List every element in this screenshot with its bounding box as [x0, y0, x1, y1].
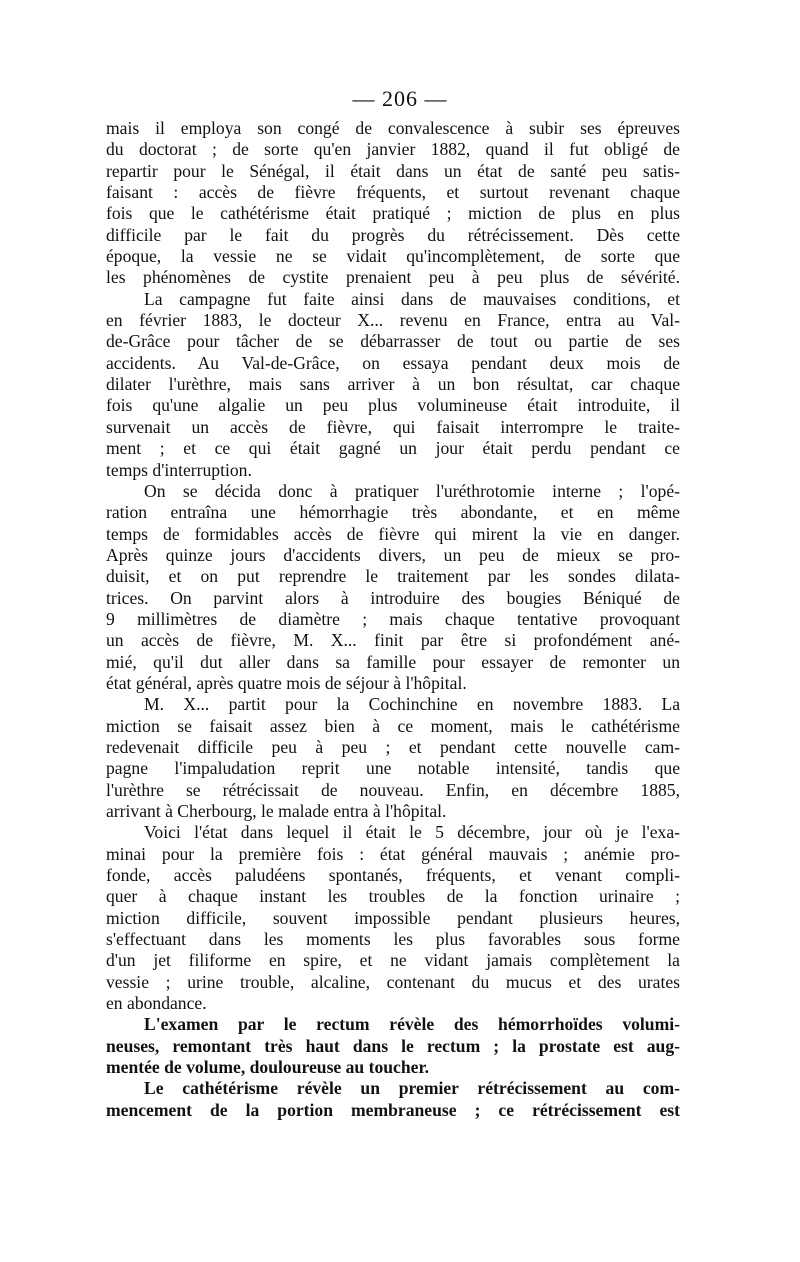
text-line: un accès de fièvre, M. X... finit par être si profondément ané-	[106, 630, 680, 651]
text-line: de-Grâce pour tâcher de se débarrasser de tout ou partie de ses	[106, 331, 680, 352]
text-line: mencement de la portion membraneuse ; ce rétrécissement est	[106, 1099, 680, 1120]
text-line: pagne l'impaludation reprit une notable intensité, tandis que	[106, 758, 680, 779]
text-line: état général, après quatre mois de séjour à l'hôpital.	[106, 672, 467, 693]
text-line: s'effectuant dans les moments les plus favorables sous forme	[106, 929, 680, 950]
text-line: La campagne fut faite ainsi dans de mauvaises conditions, et	[144, 288, 680, 309]
text-line: difficile par le fait du progrès du rétrécissement. Dès cette	[106, 224, 680, 245]
text-line: ration entraîna une hémorrhagie très abondante, et en même	[106, 502, 680, 523]
text-line: On se décida donc à pratiquer l'uréthrotomie interne ; l'opé-	[144, 480, 680, 501]
text-line: en abondance.	[106, 993, 207, 1014]
text-line: l'urèthre se rétrécissait de nouveau. Enfin, en décembre 1885,	[106, 779, 680, 800]
text-line: du doctorat ; de sorte qu'en janvier 1882, quand il fut obligé de	[106, 139, 680, 160]
text-line: fois qu'une algalie un peu plus volumineuse était introduite, il	[106, 395, 680, 416]
paragraph	[106, 118, 680, 289]
text-line: fonde, accès paludéens spontanés, fréquents, et venant compli-	[106, 865, 680, 886]
text-line: miction se faisait assez bien à ce moment, mais le cathétérisme	[106, 715, 680, 736]
paragraph	[106, 1014, 680, 1078]
text-line: Après quinze jours d'accidents divers, un peu de mieux se pro-	[106, 544, 680, 565]
paragraph	[106, 481, 680, 694]
page-number: — 206 —	[352, 86, 448, 111]
text-line: les phénomènes de cystite prenaient peu à peu plus de sévérité.	[106, 267, 680, 288]
text-line: quer à chaque instant les troubles de la fonction urinaire ;	[106, 886, 680, 907]
text-line: minai pour la première fois : état général mauvais ; anémie pro-	[106, 843, 680, 864]
text-line: survenait un accès de fièvre, qui faisait interrompre le traite-	[106, 416, 680, 437]
text-line: arrivant à Cherbourg, le malade entra à l'hôpital.	[106, 801, 447, 821]
text-line: mié, qu'il dut aller dans sa famille pour essayer de remonter un	[106, 651, 680, 672]
text-line: neuses, remontant très haut dans le rectum ; la prostate est aug-	[106, 1035, 680, 1056]
text-line: ment ; et ce qui était gagné un jour était perdu pendant ce	[106, 438, 680, 459]
text-line: L'examen par le rectum révèle des hémorrhoïdes volumi-	[144, 1014, 680, 1035]
text-line: époque, la vessie ne se vidait qu'incomplètement, de sorte que	[106, 246, 680, 267]
paragraph	[106, 289, 680, 481]
text-line: Voici l'état dans lequel il était le 5 décembre, jour où je l'exa-	[144, 822, 680, 843]
text-line: trices. On parvint alors à introduire des bougies Béniqué de	[106, 587, 680, 608]
text-line: mentée de volume, douloureuse au toucher.	[106, 1057, 430, 1078]
paragraph	[106, 822, 680, 1014]
text-line: duisit, et on put reprendre le traitement par les sondes dilata-	[106, 566, 680, 587]
text-line: redevenait difficile peu à peu ; et pendant cette nouvelle cam-	[106, 736, 680, 757]
text-line: mais il employa son congé de convalescence à subir ses épreuves	[106, 118, 680, 138]
text-line: 9 millimètres de diamètre ; mais chaque tentative provoquant	[106, 608, 680, 629]
text-line: en février 1883, le docteur X... revenu en France, entra au Val-	[106, 310, 680, 331]
text-line: Le cathétérisme révèle un premier rétrécissement au com-	[144, 1078, 680, 1099]
text-line: fois que le cathétérisme était pratiqué ; miction de plus en plus	[106, 203, 680, 224]
text-line: vessie ; urine trouble, alcaline, contenant du mucus et des urates	[106, 971, 680, 992]
text-line: faisant : accès de fièvre fréquents, et surtout revenant chaque	[106, 182, 680, 203]
text-line: accidents. Au Val-de-Grâce, on essaya pendant deux mois de	[106, 352, 680, 373]
body-text	[106, 118, 680, 1121]
text-line: temps de formidables accès de fièvre qui mirent la vie en danger.	[106, 523, 680, 544]
text-line: dilater l'urèthre, mais sans arriver à un bon résultat, car chaque	[106, 374, 680, 395]
text-line: M. X... partit pour la Cochinchine en novembre 1883. La	[144, 694, 680, 715]
text-line: miction difficile, souvent impossible pendant plusieurs heures,	[106, 907, 680, 928]
paragraph	[106, 1078, 680, 1121]
text-line: temps d'interruption.	[106, 459, 252, 480]
text-line: repartir pour le Sénégal, il était dans un état de santé peu satis-	[106, 160, 680, 181]
paragraph	[106, 694, 680, 822]
text-line: d'un jet filiforme en spire, et ne vidant jamais complètement la	[106, 950, 680, 971]
